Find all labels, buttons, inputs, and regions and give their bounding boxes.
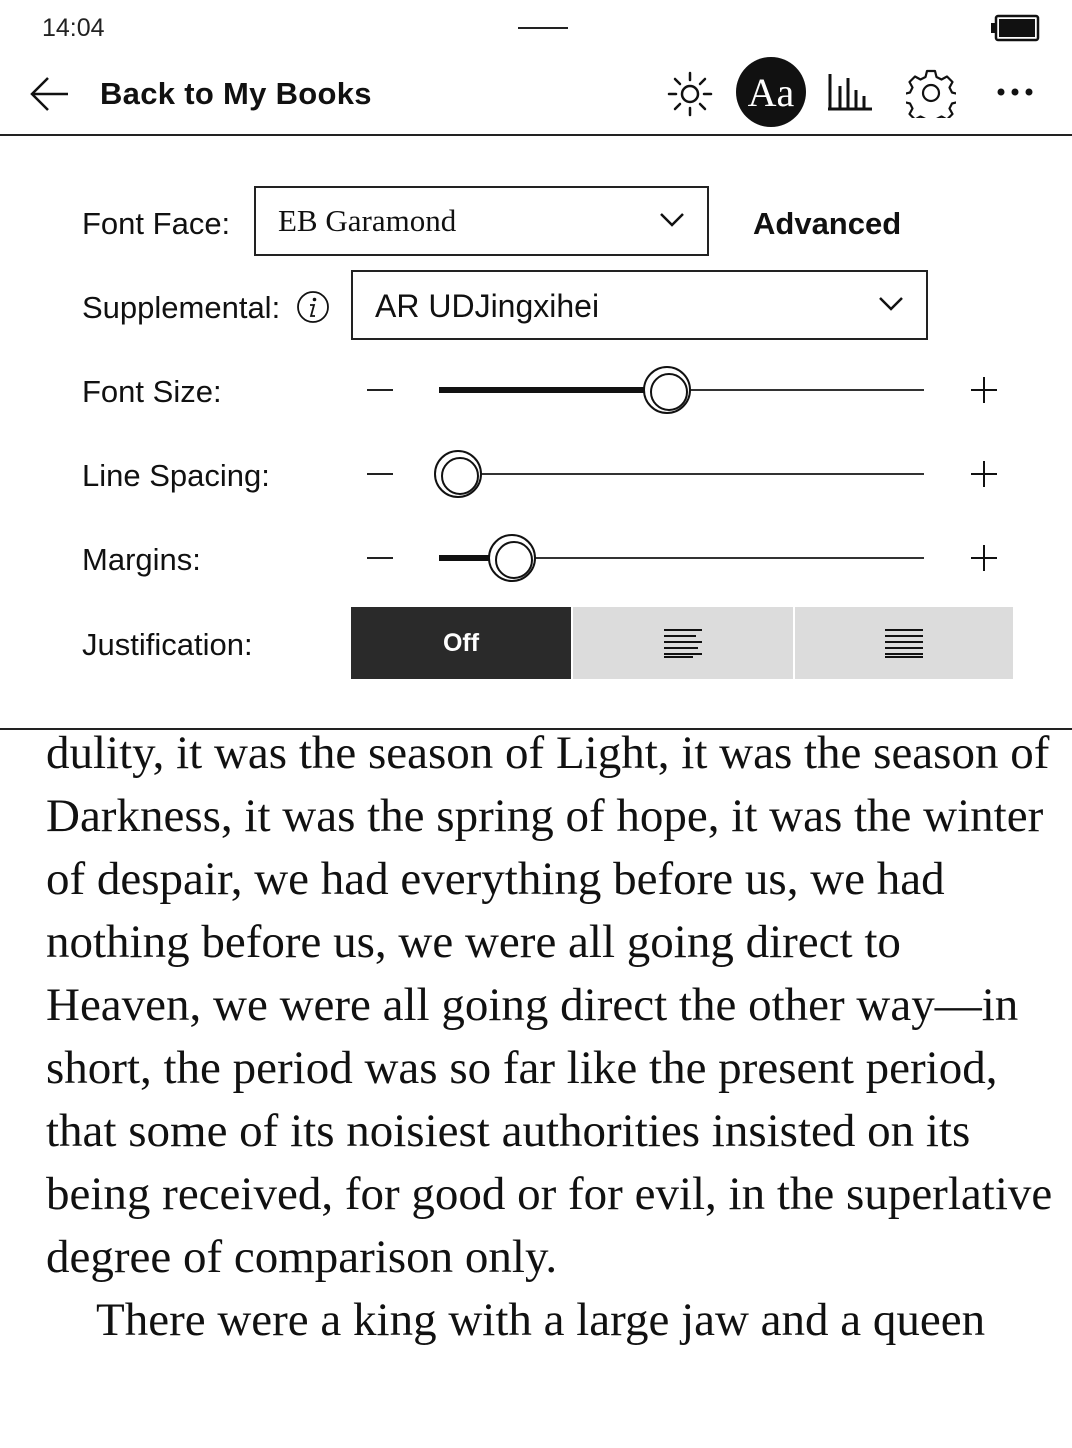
back-arrow-icon <box>26 72 70 116</box>
chevron-down-icon <box>659 212 685 228</box>
info-icon[interactable] <box>296 290 330 324</box>
justification-full-button[interactable] <box>795 607 1013 679</box>
font-size-slider-thumb[interactable] <box>643 366 691 414</box>
text-line: being received, for good or for evil, in the superlative <box>46 1168 1053 1220</box>
back-label: Back to My Books <box>100 76 372 111</box>
drag-handle[interactable] <box>518 27 568 29</box>
line-spacing-slider[interactable] <box>439 473 924 475</box>
chevron-down-icon <box>878 296 904 312</box>
font-face-value: EB Garamond <box>278 203 457 238</box>
font-face-label: Font Face: <box>82 206 231 241</box>
line-spacing-decrease-button[interactable] <box>367 473 393 475</box>
top-toolbar <box>0 52 1072 136</box>
margins-slider-thumb[interactable] <box>488 534 536 582</box>
text-line: of despair, we had everything before us, we had <box>46 853 945 905</box>
margins-decrease-button[interactable] <box>367 557 393 559</box>
justification-left-button[interactable] <box>573 607 793 679</box>
status-time: 14:04 <box>42 14 105 42</box>
align-justify-icon <box>884 628 924 658</box>
line-spacing-label: Line Spacing: <box>82 458 270 493</box>
supplemental-font-value: AR UDJingxihei <box>375 288 600 324</box>
margins-slider[interactable] <box>439 557 924 559</box>
font-size-increase-button[interactable] <box>970 376 998 404</box>
margins-label: Margins: <box>82 542 201 577</box>
supplemental-font-dropdown[interactable] <box>351 270 928 340</box>
text-line: Heaven, we were all going direct the other way—in <box>46 979 1019 1031</box>
brightness-icon[interactable] <box>666 70 714 118</box>
text-line: nothing before us, we were all going direct to <box>46 916 901 968</box>
font-size-decrease-button[interactable] <box>367 389 393 391</box>
line-spacing-increase-button[interactable] <box>970 460 998 488</box>
text-line: Darkness, it was the spring of hope, it was the winter <box>46 790 1044 842</box>
more-options-icon[interactable] <box>994 80 1036 104</box>
text-line: that some of its noisiest authorities insisted on its <box>46 1105 971 1157</box>
font-face-dropdown[interactable] <box>254 186 709 256</box>
margins-increase-button[interactable] <box>970 544 998 572</box>
font-size-label: Font Size: <box>82 374 222 409</box>
font-settings-icon: Aa <box>747 69 795 115</box>
text-line: short, the period was so far like the present period, <box>46 1042 998 1094</box>
align-left-icon <box>663 628 703 658</box>
battery-full-icon <box>990 14 1040 42</box>
supplemental-label: Supplemental: <box>82 290 281 325</box>
font-size-slider[interactable] <box>439 389 924 391</box>
justification-label: Justification: <box>82 627 253 662</box>
book-page-text[interactable] <box>46 722 1053 1352</box>
text-line: dulity, it was the season of Light, it was the season of <box>46 727 1050 779</box>
reading-stats-icon[interactable] <box>826 72 874 112</box>
line-spacing-slider-thumb[interactable] <box>434 450 482 498</box>
font-settings-button[interactable] <box>736 57 806 127</box>
justification-toggle-group <box>351 607 1011 679</box>
advanced-button[interactable]: Advanced <box>753 206 902 241</box>
text-line: There were a king with a large jaw and a queen <box>96 1294 986 1346</box>
back-to-books-button[interactable] <box>26 72 406 116</box>
font-settings-panel <box>0 136 1072 730</box>
justification-off-button[interactable]: Off <box>351 607 571 679</box>
text-line: degree of comparison only. <box>46 1231 558 1283</box>
font-size-slider-fill <box>439 387 667 393</box>
settings-gear-icon[interactable] <box>906 68 956 118</box>
